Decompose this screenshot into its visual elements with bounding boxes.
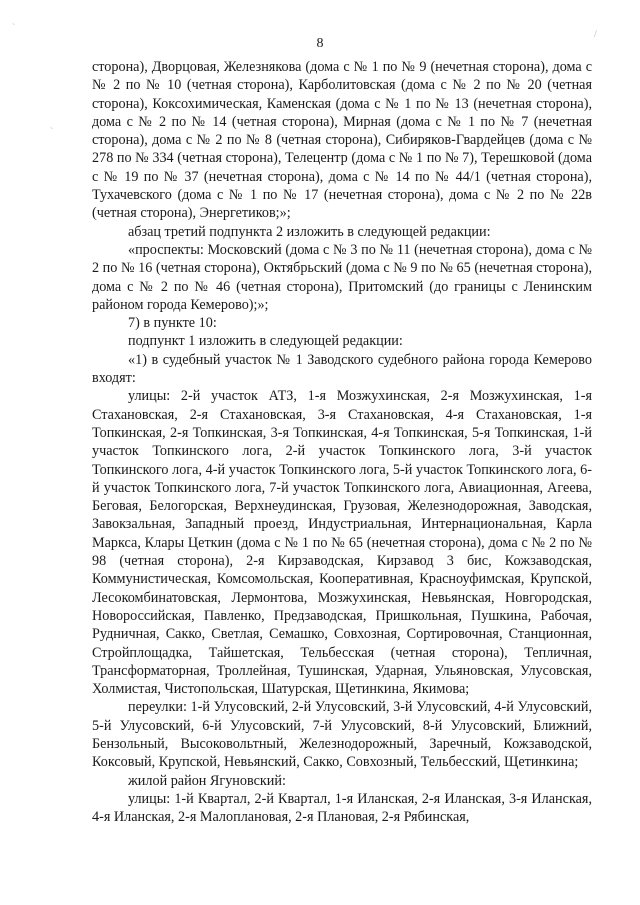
document-body: [92, 58, 592, 826]
paragraph-lanes: переулки: 1-й Улусовский, 2-й Улусовский, 3-й Улусовский, 4-й Улусовский, 5-й Улусовский, 6-й Улусовский, 7-й Улусовский, 8-й Улусовский, Ближний, Бензольный, Высоковольтный, Железнодорожный, Заречный, Кожзаводской, Коксовый, Крупской, Невьянский, Сакко, Совхозный, Тельбесский, Щетинкина;: [92, 699, 592, 771]
paragraph-continuation: сторона), Дворцовая, Железнякова (дома с № 1 по № 9 (нечетная сторона), дома с № 2 по № 10 (четная сторона), Карболитовская (дома с № 2 по № 20 (четная сторона), Коксохимическая, Каменская (дома с № 1 по № 13 (нечетная сторона), дома с № 2 по № 14 (четная сторона), Мирная (дома с № 1 по № 7 (нечетная сторона), дома с № 2 по № 8 (четная сторона), Сибиряков-Гвардейцев (дома с № 278 по № 334 (четная сторона), Телецентр (дома с № 1 по № 7), Терешковой (дома с № 19 по № 37 (нечетная сторона), дома с № 14 по № 44/1 (четная сторона), Тухачевского (дома с № 1 по № 17 (нечетная сторона), дома с № 2 по № 22в (четная сторона), Энергетиков;»;: [92, 59, 592, 222]
paragraph-prospects: «проспекты: Московский (дома с № 3 по № 11 (нечетная сторона), дома с № 2 по № 16 (четная сторона), Октябрьский (дома с № 9 по № 65 (нечетная сторона), дома с № 2 по № 46 (четная сторона), Притомский (до границы с Ленинским районом города Кемерово);»;: [92, 241, 592, 313]
paragraph-yagunovsky-streets: улицы: 1-й Квартал, 2-й Квартал, 1-я Иланская, 2-я Иланская, 3-я Иланская, 4-я Иланская, 2-я Малоплановая, 2-я Плановая, 2-я Рябинская,: [92, 790, 592, 826]
paragraph-item-7: 7) в пункте 10:: [128, 315, 217, 332]
paragraph-residential-district: жилой район Ягуновский:: [128, 772, 286, 789]
scan-speck: /: [594, 29, 597, 40]
paragraph-streets: улицы: 2-й участок АТЗ, 1-я Мозжухинская, 2-я Мозжухинская, 1-я Стахановская, 2-я Стахановская, 3-я Стахановская, 4-я Стахановская, 1-я Топкинская, 2-я Топкинская, 3-я Топкинская, 4-я Топкинская, 5-я Топкинская, 1-й участок Топкинского лога, 2-й участок Топкинского лога, 3-й участок Топкинского лога, 4-й участок Топкинского лога, 5-й участок Топкинского лога, 6-й участок Топкинского лога, 7-й участок Топкинского лога, Авиационная, Агеева, Беговая, Белогорская, Верхнеудинская, Грузовая, Железнодорожная, Заводская, Завокзальная, Западный проезд, Индустриальная, Интернациональная, Карла Маркса, Клары Цеткин (дома с № 1 по № 65 (нечетная сторона), дома с № 2 по № 98 (четная сторона), 2-я Кирзаводская, Кирзавод 3 бис, Кожзаводская, Коммунистическая, Комсомольская, Кооперативная, Красноуфимская, Крупской, Лесокомбинатовская, Лермонтова, Мозжухинская, Невьянская, Новгородская, Новороссийская, Павленко, Предзаводская, Пришкольная, Пушкина, Рабочая, Рудничная, Сакко, Светлая, Семашко, Совхозная, Сортировочная, Станционная, Стройплощадка, Тайшетская, Тельбесская (четная сторона), Тепличная, Трансформаторная, Троллейная, Тушинская, Ударная, Ульяновская, Улусовская, Холмистая, Чистопольская, Шатурская, Щетинкина, Якимова;: [92, 388, 592, 698]
paragraph-court-district: «1) в судебный участок № 1 Заводского судебного района города Кемерово входят:: [92, 351, 592, 387]
paragraph-amendment-note: абзац третий подпункта 2 изложить в следующей редакции:: [128, 223, 491, 240]
paragraph-subitem-note: подпункт 1 изложить в следующей редакции:: [128, 333, 403, 350]
scan-speck: `: [12, 23, 16, 34]
scan-speck: `: [50, 127, 54, 138]
page-number: 8: [316, 36, 324, 51]
